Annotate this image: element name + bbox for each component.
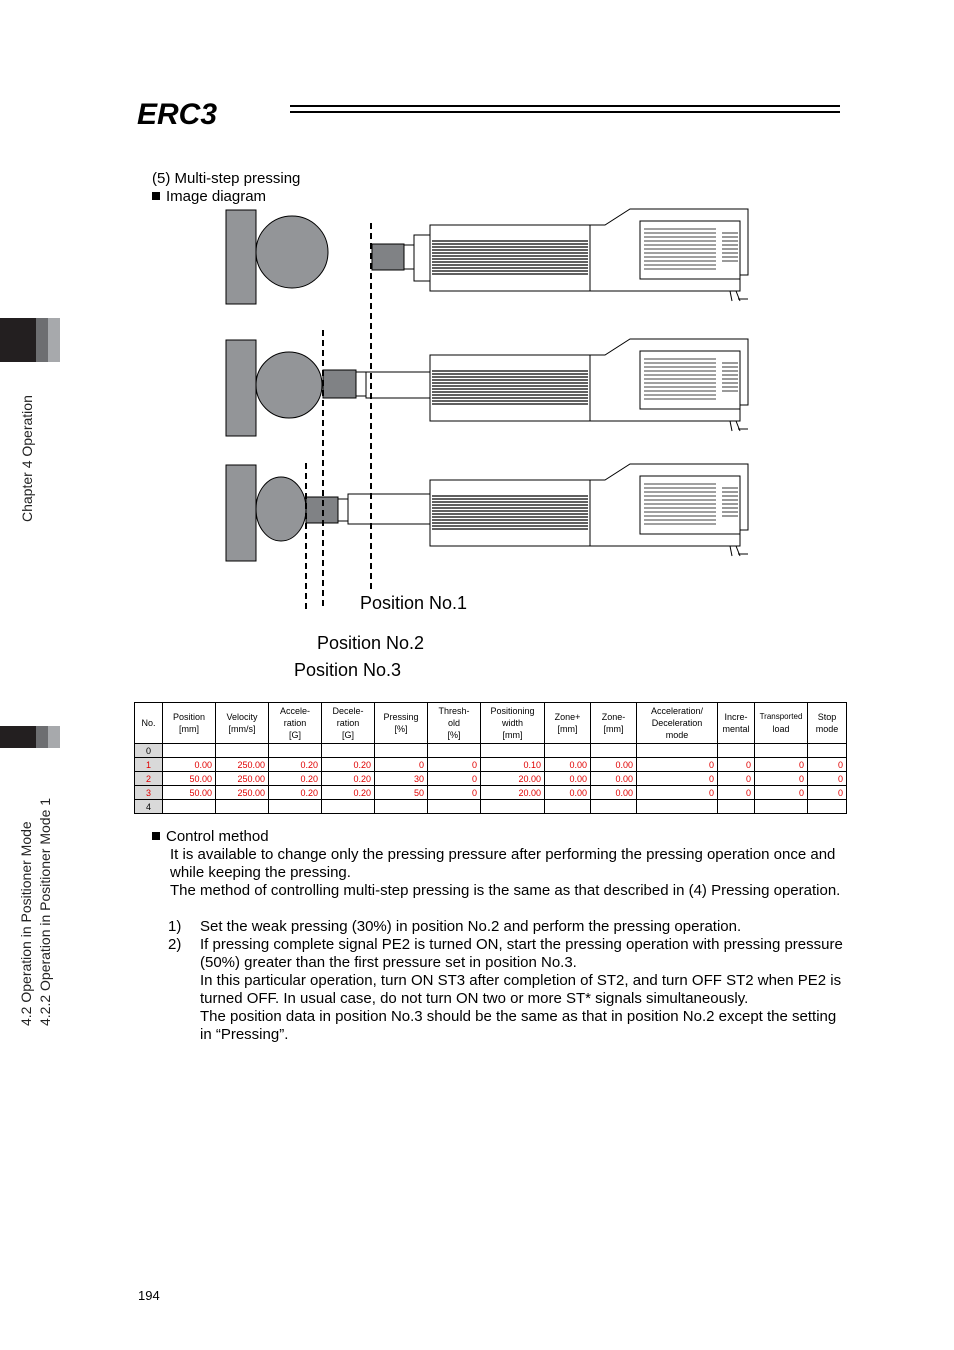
table-cell: 0.00 [591, 758, 637, 772]
table-cell [269, 744, 322, 758]
logo-text: ERC3 [137, 98, 218, 131]
table-cell: 0.20 [269, 758, 322, 772]
table-cell [718, 744, 755, 758]
table-cell: 0.00 [545, 758, 591, 772]
column-header: Transported load [755, 703, 808, 744]
diagram-row-2 [226, 339, 748, 436]
page-number: 194 [138, 1288, 160, 1303]
control-para-2: The method of controlling multi-step pressing is the same as that described in (4) Pressing operation. [170, 882, 841, 899]
column-header: Position [mm] [163, 703, 216, 744]
section-title: (5) Multi-step pressing [152, 170, 301, 187]
chapter-tab-mid [36, 318, 48, 362]
table-cell: 50.00 [163, 772, 216, 786]
control-method-section [152, 828, 852, 1044]
table-cell [322, 800, 375, 814]
table-cell: 0.20 [269, 786, 322, 800]
table-cell [481, 744, 545, 758]
table-cell: 0.10 [481, 758, 545, 772]
table-cell: 20.00 [481, 772, 545, 786]
row-number-cell: 1 [135, 758, 163, 772]
table-cell: 250.00 [216, 786, 269, 800]
table-cell: 0 [808, 786, 847, 800]
position-2-label: Position No.2 [317, 633, 425, 653]
column-header: Accele- ration [G] [269, 703, 322, 744]
step-2-note-1: In this particular operation, turn ON ST3 after completion of ST2, and turn OFF ST2 when PE2 is turned OFF. In usual case, do not turn ON two or more ST* signals simultaneously. [200, 972, 842, 1007]
table-cell: 30 [375, 772, 428, 786]
table-cell [216, 800, 269, 814]
table-cell [591, 800, 637, 814]
table-cell: 0 [755, 758, 808, 772]
table-cell: 0 [428, 786, 481, 800]
table-cell: 0 [808, 772, 847, 786]
column-header: Zone+ [mm] [545, 703, 591, 744]
diagram-row-3 [226, 464, 748, 561]
column-header: Acceleration/ Deceleration mode [637, 703, 718, 744]
table-cell [808, 744, 847, 758]
table-cell: 0 [428, 772, 481, 786]
table-cell [216, 744, 269, 758]
table-cell: 0 [637, 772, 718, 786]
table-cell: 0.00 [591, 772, 637, 786]
table-cell: 20.00 [481, 786, 545, 800]
table-cell [375, 744, 428, 758]
column-header: Pressing [%] [375, 703, 428, 744]
table-cell [322, 744, 375, 758]
table-cell [375, 800, 428, 814]
table-cell: 50 [375, 786, 428, 800]
section-label-1: 4.2 Operation in Positioner Mode [18, 821, 34, 1026]
header-rule-top [290, 105, 840, 107]
row-number-cell: 3 [135, 786, 163, 800]
column-header: Decele- ration [G] [322, 703, 375, 744]
table-row [135, 772, 847, 786]
image-heading: Image diagram [152, 188, 266, 206]
chapter-tab-light [48, 318, 60, 362]
pressing-diagram [220, 205, 760, 610]
erc3-logo [137, 92, 282, 132]
table-cell [428, 800, 481, 814]
table-cell: 0 [718, 758, 755, 772]
table-cell [755, 800, 808, 814]
table-cell [269, 800, 322, 814]
column-header: Incre- mental [718, 703, 755, 744]
table-cell: 0 [755, 786, 808, 800]
table-cell: 0 [718, 772, 755, 786]
chapter-tab [0, 318, 36, 362]
table-row [135, 758, 847, 772]
table-cell: 0.20 [322, 758, 375, 772]
table-cell: 250.00 [216, 758, 269, 772]
table-cell [545, 800, 591, 814]
table-cell: 0 [375, 758, 428, 772]
table-cell: 0.00 [591, 786, 637, 800]
table-row [135, 786, 847, 800]
position-table [134, 702, 847, 814]
table-cell: 0.00 [545, 772, 591, 786]
table-cell [481, 800, 545, 814]
section-tab-light [48, 726, 60, 748]
column-header: Positioning width [mm] [481, 703, 545, 744]
table-cell [755, 744, 808, 758]
table-cell: 0.20 [269, 772, 322, 786]
header-rule-bottom [290, 111, 840, 113]
table-cell: 50.00 [163, 786, 216, 800]
table-cell [163, 744, 216, 758]
table-cell: 0 [718, 786, 755, 800]
table-cell: 0.20 [322, 772, 375, 786]
square-bullet-icon [152, 832, 160, 840]
control-para-1: It is available to change only the pressing pressure after performing the pressing operation once and while keeping the pressing. [170, 846, 836, 881]
column-header: Velocity [mm/s] [216, 703, 269, 744]
column-header: Zone- [mm] [591, 703, 637, 744]
square-bullet-icon [152, 192, 160, 200]
section-label-2: 4.2.2 Operation in Positioner Mode 1 [37, 797, 53, 1026]
column-header: No. [135, 703, 163, 744]
table-cell: 0 [755, 772, 808, 786]
table-cell [637, 744, 718, 758]
control-heading: Control method [152, 828, 852, 846]
chapter-label: Chapter 4 Operation [19, 395, 35, 522]
table-cell [718, 800, 755, 814]
section-tab [0, 726, 36, 748]
table-cell [808, 800, 847, 814]
row-number-cell: 2 [135, 772, 163, 786]
row-number-cell: 4 [135, 800, 163, 814]
table-cell: 0.00 [545, 786, 591, 800]
step-2-note-2: The position data in position No.3 should be the same as that in position No.2 except the setting in “Pressing”. [200, 1008, 837, 1043]
column-header: Thresh- old [%] [428, 703, 481, 744]
position-1-label: Position No.1 [360, 593, 468, 613]
table-cell: 0.00 [163, 758, 216, 772]
step-2: 2) If pressing complete signal PE2 is turned ON, start the pressing operation with pressing pressure (50%) greater than the first pressure set in position No.3. [168, 936, 843, 971]
table-cell [591, 744, 637, 758]
section-tab-mid [36, 726, 48, 748]
table-cell [545, 744, 591, 758]
table-cell: 0.20 [322, 786, 375, 800]
table-cell [163, 800, 216, 814]
step-1: 1) Set the weak pressing (30%) in position No.2 and perform the pressing operation. [168, 918, 742, 935]
table-cell: 0 [808, 758, 847, 772]
table-cell: 0 [637, 786, 718, 800]
table-cell [637, 800, 718, 814]
table-cell: 250.00 [216, 772, 269, 786]
table-row [135, 744, 847, 758]
table-header-row [135, 703, 847, 744]
table-cell: 0 [637, 758, 718, 772]
diagram-row-1 [226, 209, 748, 304]
table-row [135, 800, 847, 814]
table-cell [428, 744, 481, 758]
row-number-cell: 0 [135, 744, 163, 758]
table-cell: 0 [428, 758, 481, 772]
column-header: Stop mode [808, 703, 847, 744]
position-3-label: Position No.3 [294, 660, 402, 680]
